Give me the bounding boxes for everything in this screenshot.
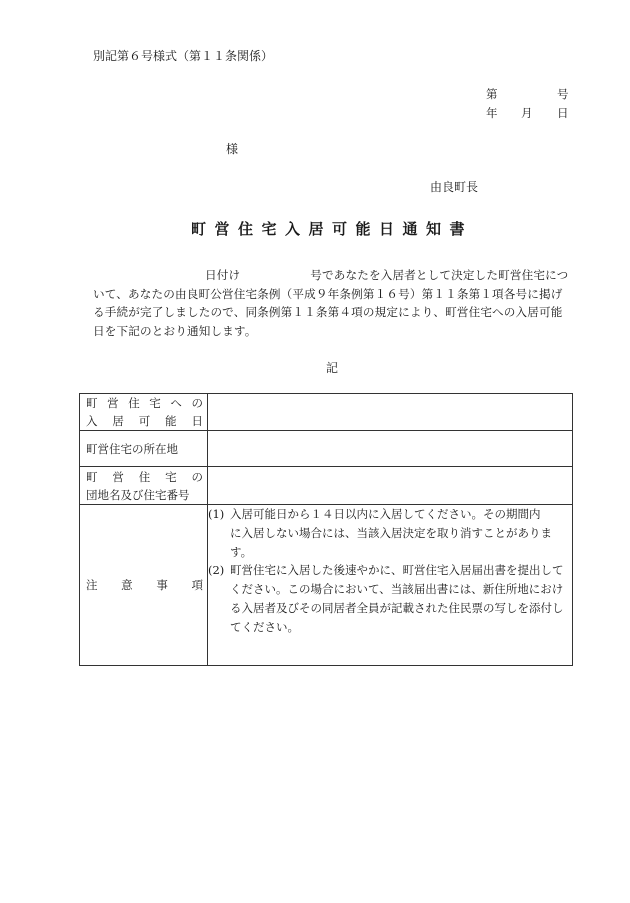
label-address: 町営住宅の所在地 xyxy=(80,431,208,467)
table-row-address xyxy=(80,431,573,467)
record-mark: 記 xyxy=(326,361,339,375)
document-title: 町営住宅入居可能日通知書 xyxy=(190,220,473,238)
value-complex-name xyxy=(208,467,573,505)
label-notes: 注 意 事 項 xyxy=(80,505,208,666)
label-move-in-date-line1: 町 営 住 宅 へ の xyxy=(86,396,203,410)
label-complex-name-line1: 町 営 住 宅 の xyxy=(86,469,203,484)
label-complex-name xyxy=(80,467,208,505)
table-row-complex xyxy=(80,467,573,505)
body-date-suffix: 日付け xyxy=(205,268,241,282)
value-address xyxy=(208,431,573,467)
detail-table xyxy=(79,393,573,666)
value-move-in-date xyxy=(208,394,573,431)
table-row-notes xyxy=(80,505,573,666)
value-notes xyxy=(208,505,573,666)
document-number-label: 第 xyxy=(486,87,498,101)
body-line-1 xyxy=(93,266,575,285)
date-day-label: 日 xyxy=(557,106,569,120)
document-number-unit: 号 xyxy=(557,87,569,101)
form-label: 別記第６号様式（第１１条関係） xyxy=(93,49,274,63)
date-month-label: 月 xyxy=(521,106,533,120)
label-move-in-date-line2: 入 居 可 能 日 xyxy=(86,414,203,428)
body-paragraph xyxy=(93,266,575,340)
body-line-2: いて、あなたの由良町公営住宅条例（平成９年条例第１６号）第１１条第１項各号に掲げ xyxy=(93,286,563,301)
sender-name: 由良町長 xyxy=(430,180,479,194)
note-number: (2) xyxy=(208,563,225,578)
body-line-3: る手続が完了しましたので、同条例第１１条第４項の規定により、町営住宅への入居可能 xyxy=(93,305,563,320)
note-item-1: (1) 入居可能日から１４日以内に入居してください。その期間内 に入居しない場合には、当該入居決定を取り消すことがありま す。 xyxy=(208,507,552,559)
body-line-4: 日を下記のとおり通知します。 xyxy=(93,323,257,338)
body-number-suffix: 号であなたを入居者として決定した町営住宅につ xyxy=(310,268,569,282)
label-move-in-date xyxy=(80,394,208,431)
table-row-move-in-date xyxy=(80,394,573,431)
note-item-2: (2) 町営住宅に入居した後速やかに、町営住宅入居届出書を提出して ください。この場合において、当該届出書には、新住所地におけ る入居者及びその同居者全員が記載された住民票の写しを添付し てください。 xyxy=(208,563,564,634)
date-year-label: 年 xyxy=(486,106,498,120)
note-number: (1) xyxy=(208,507,225,521)
label-complex-name-line2: 団地名及び住宅番号 xyxy=(86,487,190,502)
recipient-honorific: 様 xyxy=(226,142,239,156)
